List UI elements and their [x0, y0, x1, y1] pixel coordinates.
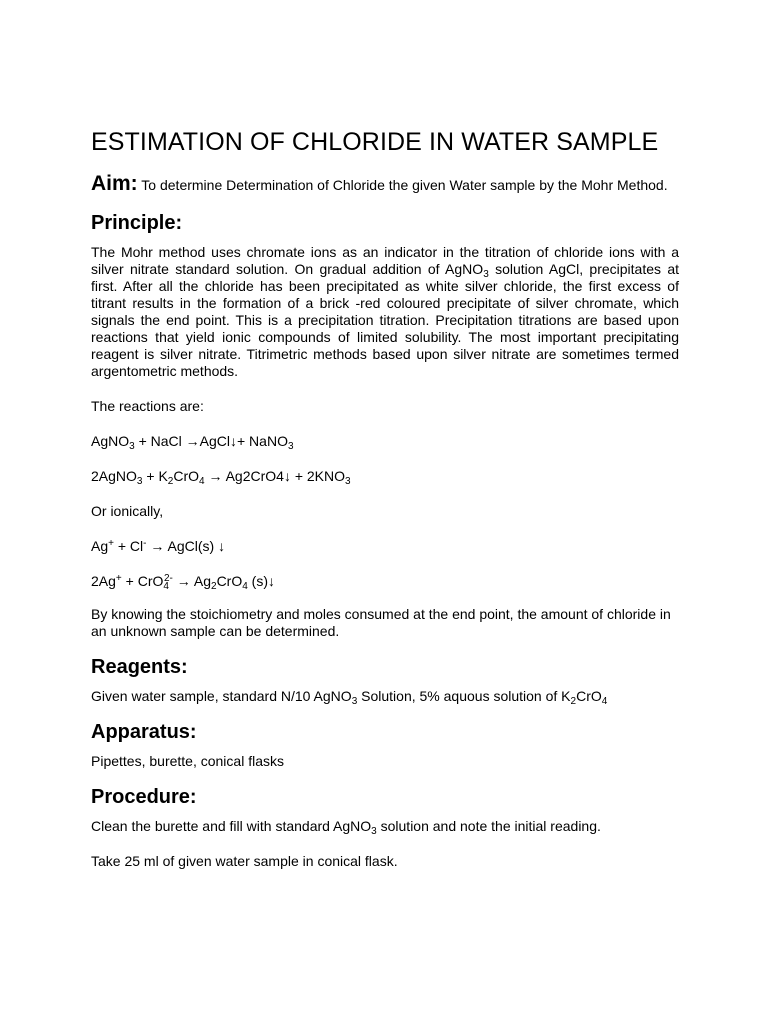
apparatus-heading: Apparatus: [91, 721, 197, 743]
ionically-label: Or ionically, [91, 503, 164, 519]
subscript: 2 [167, 476, 174, 487]
aim-section [91, 173, 679, 196]
subscript: 2 [570, 696, 577, 707]
eq-part: + CrO [121, 573, 164, 589]
subscript: 3 [483, 269, 489, 280]
principle-paragraph [91, 244, 679, 380]
procedure-heading: Procedure: [91, 786, 197, 808]
aim-label: Aim: [91, 172, 138, 195]
reagents-part: Solution, 5% aquous solution of K [357, 688, 571, 704]
principle-heading: Principle: [91, 212, 183, 234]
eq-part: → Ag [172, 573, 211, 589]
reagents-heading: Reagents: [91, 656, 188, 678]
reagents-part: Given water sample, standard N/10 AgNO [91, 688, 352, 704]
superscript: + [115, 573, 122, 584]
ionic-equation-1 [91, 538, 679, 555]
eq-part: + Cl [113, 538, 144, 554]
eq-part: + K [142, 468, 168, 484]
eq-part: → Ag2CrO4↓ + 2KNO [204, 468, 346, 484]
subscript: 2 [211, 581, 217, 592]
principle-text-a: The Mohr method uses chromate ions as an indicator in the titration of chloride ions with a silver nitrate standard solution. On gradual addition of AgNO [91, 244, 679, 277]
page-title: ESTIMATION OF CHLORIDE IN WATER SAMPLE [91, 128, 659, 156]
eq-part: 2Ag [91, 573, 116, 589]
subscript: 3 [136, 476, 143, 487]
eq-part: 2AgNO [91, 468, 137, 484]
subscript: 3 [345, 476, 351, 487]
equation-2 [91, 468, 679, 485]
ionic-equation-2 [91, 573, 679, 590]
subscript: 3 [287, 441, 294, 452]
eq-part: Ag [91, 538, 109, 554]
subscript: 3 [129, 441, 135, 452]
reagents-part: CrO [576, 688, 602, 704]
document-content [91, 127, 679, 870]
superscript: - [143, 538, 147, 549]
principle-text-b: solution AgCl, precipitates at first. After all the chloride has been precipitated as white silver chloride, the first excess of titrant results in the formation of a brick -red coloured precipitate of silver chromate, which signals the end point. This is a precipitation titration. Precipitation titrations are based upon reactions that yield ionic compounds of limited solubility. The most important precipitating reagent is silver nitrate. Titrimetric methods based upon silver nitrate are sometimes termed argentometric methods. [91, 261, 679, 379]
subscript: 3 [371, 826, 377, 837]
subscript: 4 [163, 581, 169, 592]
aim-text: To determine Determination of Chloride the given Water sample by the Mohr Method. [137, 177, 668, 193]
procedure-step-2: Take 25 ml of given water sample in conical flask. [91, 853, 398, 869]
procedure-part: Clean the burette and fill with standard AgNO [91, 818, 372, 834]
reactions-intro: The reactions are: [91, 398, 204, 414]
superscript: 2- [163, 573, 173, 584]
subscript: 4 [601, 696, 608, 707]
subscript: 4 [199, 476, 205, 487]
reagents-text [91, 688, 679, 705]
superscript: + [108, 538, 114, 549]
subscript: 4 [242, 581, 248, 592]
equation-1 [91, 433, 679, 450]
eq-part: + NaCl →AgCl↓+ NaNO [134, 433, 288, 449]
procedure-step-1 [91, 818, 679, 835]
eq-part: CrO [173, 468, 200, 484]
eq-part: CrO [216, 573, 243, 589]
eq-part: (s)↓ [247, 573, 276, 589]
subscript: 3 [351, 696, 358, 707]
eq-part: AgNO [91, 433, 130, 449]
eq-part: → AgCl(s) ↓ [146, 538, 226, 554]
apparatus-text: Pipettes, burette, conical flasks [91, 753, 284, 769]
stoichiometry-paragraph: By knowing the stoichiometry and moles consumed at the end point, the amount of chloride in an unknown sample can be determined. [91, 606, 671, 639]
procedure-part: solution and note the initial reading. [376, 818, 601, 834]
